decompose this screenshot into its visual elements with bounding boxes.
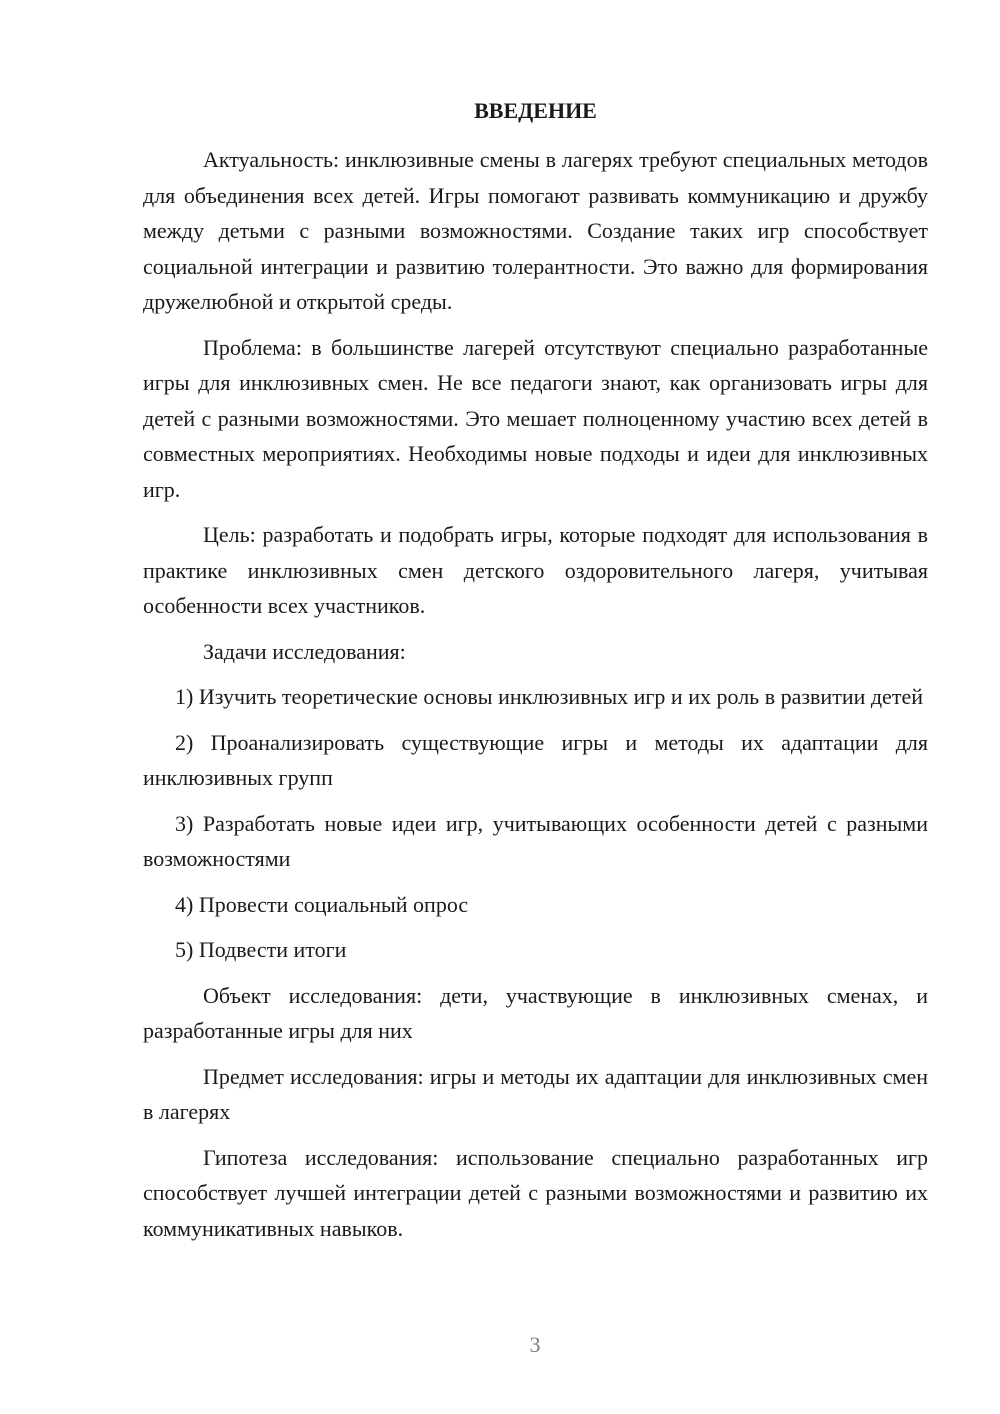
task-item: 5) Подвести итоги [175,937,347,962]
paragraph-relevance: Актуальность: инклюзивные смены в лагерях требуют специальных методов для объединения всех детей. Игры помогают развивать коммуникацию и дружбу между детьми с разными возможностями. Создание таких игр способствует социальной интеграции и развитию толерантности. Это важно для формирования дружелюбной и открытой среды. [143,147,928,314]
paragraph-goal: Цель: разработать и подобрать игры, которые подходят для использования в практике инклюзивных смен детского оздоровительного лагеря, учитывая особенности всех участников. [143,522,928,618]
page-content [143,93,928,1246]
paragraph-object: Объект исследования: дети, участвующие в инклюзивных сменах, и разработанные игры для них [143,982,928,1043]
task-item: 4) Провести социальный опрос [175,891,469,917]
task-item: 2) Проанализировать существующие игры и методы их адаптации для инклюзивных групп [143,729,928,790]
tasks-heading: Задачи исследования: [203,638,406,664]
page-number: 3 [529,1332,541,1357]
section-title: ВВЕДЕНИЕ [474,98,597,123]
task-item: 1) Изучить теоретические основы инклюзивных игр и их роль в развитии детей [175,684,923,709]
paragraph-hypothesis: Гипотеза исследования: использование специально разработанных игр способствует лучшей интеграции детей с разными возможностями и развитию их коммуникативных навыков. [143,1144,928,1241]
paragraph-subject: Предмет исследования: игры и методы их адаптации для инклюзивных смен в лагерях [143,1063,928,1124]
paragraph-problem: Проблема: в большинстве лагерей отсутствуют специально разработанные игры для инклюзивных смен. Не все педагоги знают, как организовать игры для детей с разными возможностями. Это мешает полноценному участию всех детей в совместных мероприятиях. Необходимы новые подходы и идеи для инклюзивных игр. [143,334,928,502]
task-item: 3) Разработать новые идеи игр, учитывающих особенности детей с разными возможностями [143,810,928,871]
